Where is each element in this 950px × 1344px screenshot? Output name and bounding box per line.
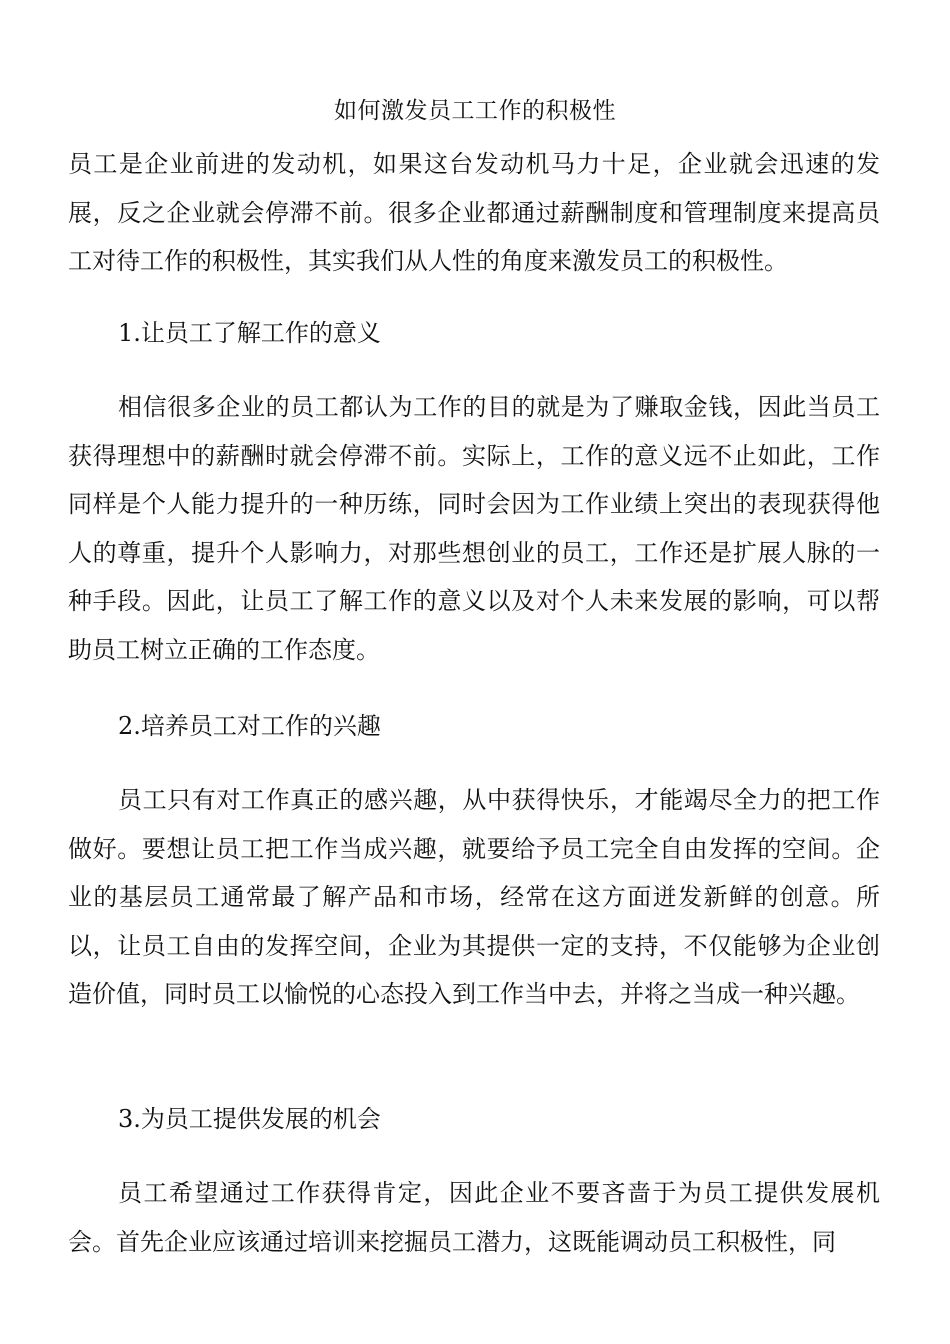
section-1-heading: 1.让员工了解工作的意义 [118,319,381,347]
section-2-body: 员工只有对工作真正的感兴趣，从中获得快乐，才能竭尽全力的把工作做好。要想让员工把工作当成兴趣，就要给予员工完全自由发挥的空间。企业的基层员工通常最了解产品和市场，经常在这方面迸发新鲜的创意。所以，让员工自由的发挥空间，企业为其提供一定的支持，不仅能够为企业创造价值，同时员工以愉悦的心态投入到工作当中去，并将之当成一种兴趣。 [68,786,880,1008]
section-1-body: 相信很多企业的员工都认为工作的目的就是为了赚取金钱，因此当员工获得理想中的薪酬时就会停滞不前。实际上，工作的意义远不止如此，工作同样是个人能力提升的一种历练，同时会因为工作业绩上突出的表现获得他人的尊重，提升个人影响力，对那些想创业的员工，工作还是扩展人脉的一种手段。因此，让员工了解工作的意义以及对个人未来发展的影响，可以帮助员工树立正确的工作态度。 [68,393,880,664]
section-3-body: 员工希望通过工作获得肯定，因此企业不要吝啬于为员工提供发展机会。首先企业应该通过培训来挖掘员工潜力，这既能调动员工积极性，同 [68,1179,880,1256]
section-2-heading: 2.培养员工对工作的兴趣 [118,712,381,740]
section-3-heading: 3.为员工提供发展的机会 [118,1105,381,1133]
document-title: 如何激发员工工作的积极性 [334,98,616,124]
intro-paragraph: 员工是企业前进的发动机，如果这台发动机马力十足，企业就会迅速的发展，反之企业就会停滞不前。很多企业都通过薪酬制度和管理制度来提高员工对待工作的积极性，其实我们从人性的角度来激发员工的积极性。 [68,150,880,275]
